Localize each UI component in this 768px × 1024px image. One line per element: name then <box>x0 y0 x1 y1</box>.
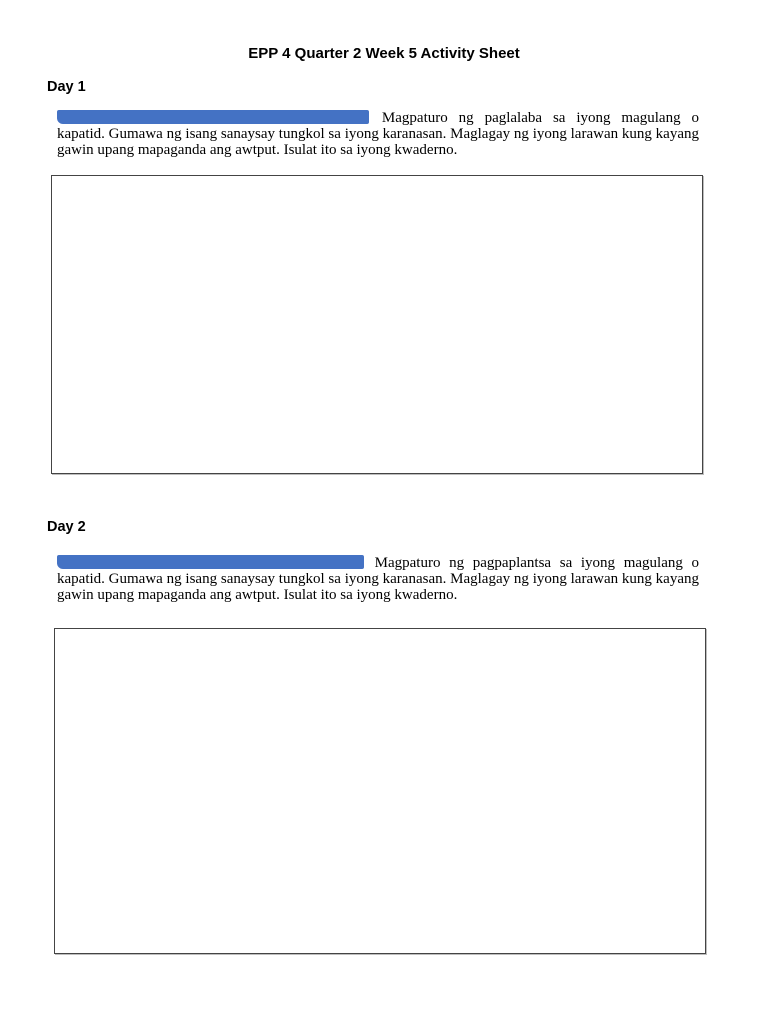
day-1-label: Day 1 <box>47 79 86 95</box>
sheet-title: EPP 4 Quarter 2 Week 5 Activity Sheet <box>248 45 520 62</box>
day-2-label: Day 2 <box>47 519 86 535</box>
redaction-bar <box>57 110 369 124</box>
day-1-instruction <box>57 110 699 158</box>
redaction-bar <box>57 555 364 569</box>
day-2-instruction <box>57 555 699 603</box>
day-1-instruction-text: Magpaturo ng paglalaba sa iyong magulang o kapatid. Gumawa ng isang sanaysay tungkol sa iyong karanasan. Maglagay ng iyong larawan kung kayang gawin upang mapaganda ang awtput. Isulat ito sa iyong kwaderno. <box>57 110 699 158</box>
day-2-answer-box <box>54 628 706 954</box>
day-2-instruction-text: Magpaturo ng pagpaplantsa sa iyong magulang o kapatid. Gumawa ng isang sanaysay tungkol sa iyong karanasan. Maglagay ng iyong larawan kung kayang gawin upang mapaganda ang awtput. Isulat ito sa iyong kwaderno. <box>57 555 699 603</box>
day-1-answer-box <box>51 175 703 474</box>
